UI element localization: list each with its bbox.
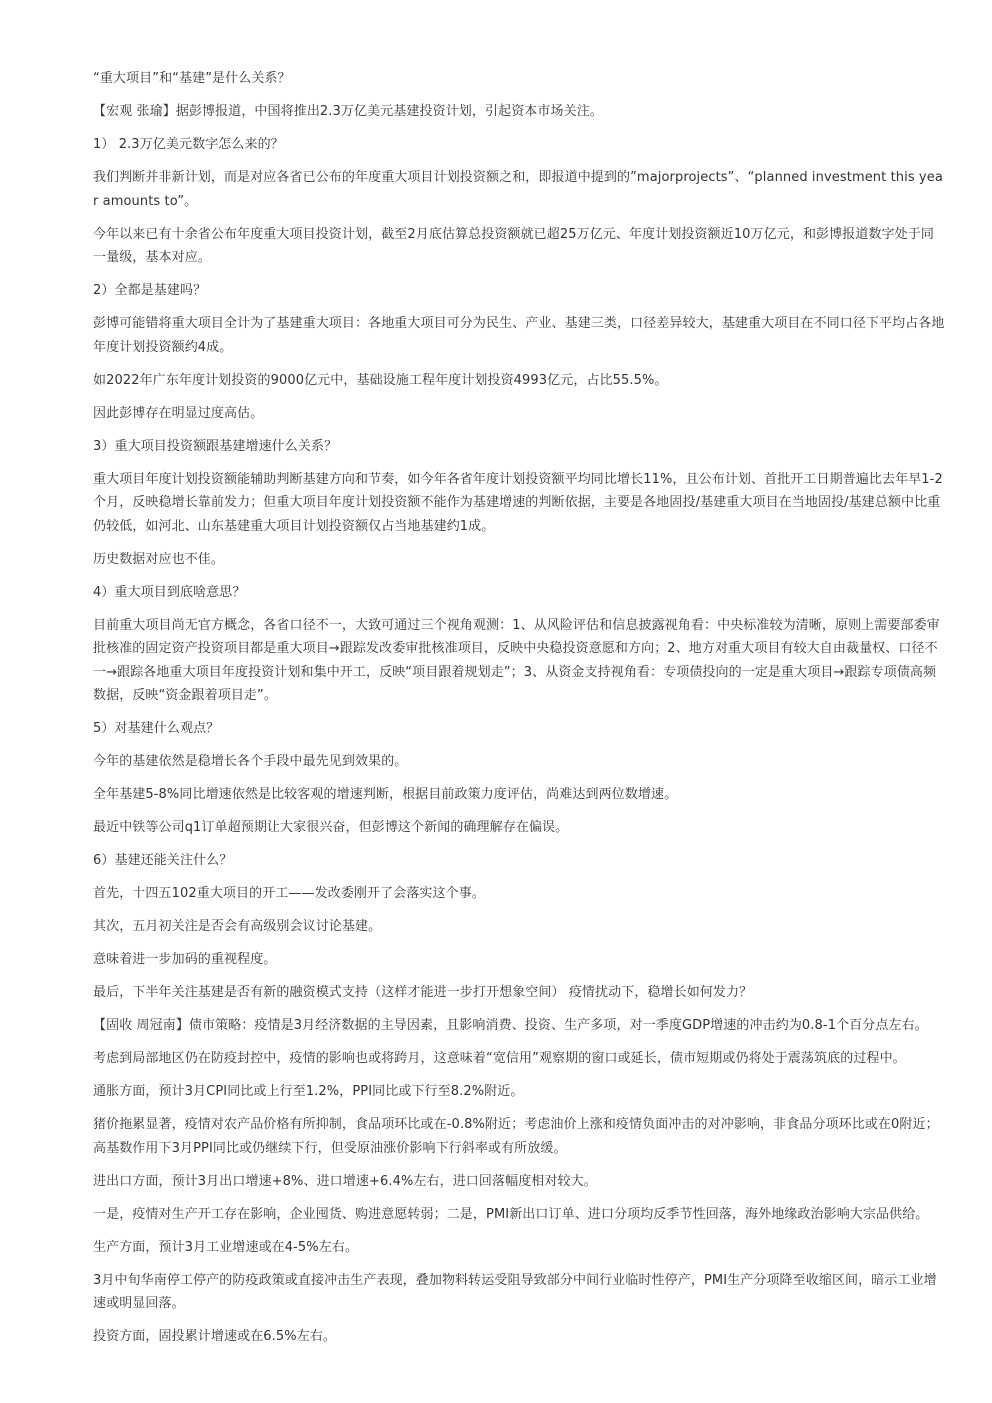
paragraph: 【宏观 张瑜】据彭博报道，中国将推出2.3万亿美元基建投资计划，引起资本市场关注。: [93, 104, 603, 119]
paragraph: 其次，五月初关注是否会有高级别会议讨论基建。: [93, 919, 382, 934]
paragraph: 今年以来已有十余省公布年度重大项目投资计划，截至2月底估算总投资额就已超25万亿元、年度计划投资额近10万亿元，和彭博报道数字处于同一量级，基本对应。: [93, 226, 934, 265]
paragraph: 通胀方面，预计3月CPI同比或上行至1.2%，PPI同比或下行至8.2%附近。: [93, 1084, 524, 1099]
paragraph: 3）重大项目投资额跟基建增速什么关系？: [93, 438, 338, 454]
paragraph: 6）基建还能关注什么？: [93, 853, 233, 868]
paragraph: 重大项目年度计划投资额能辅助判断基建方向和节奏，如今年各省年度计划投资额平均同比增长11%，且公布计划、首批开工日期普遍比去年早1-2个月，反映稳增长靠前发力；但重大项目年度计划投资额不能作为基建增速的判断依据，主要是各地固投/基建重大项目在当地固投/基建总额中比重仍较低，如河北、山东基建重大项目计划投资额仅占当地基建约1成。: [93, 471, 943, 534]
paragraph: 历史数据对应也不佳。: [93, 551, 225, 567]
paragraph: 投资方面，固投累计增速或在6.5%左右。: [93, 1329, 337, 1344]
paragraph: 考虑到局部地区仍在防疫封控中，疫情的影响也或将跨月，这意味着“宽信用”观察期的窗口或延长，债市短期或仍将处于震荡筑底的过程中。: [93, 1051, 906, 1066]
paragraph: “重大项目”和“基建”是什么关系？: [93, 71, 291, 86]
paragraph: 【固收 周冠南】债市策略：疫情是3月经济数据的主导因素，且影响消费、投资、生产多项，对一季度GDP增速的冲击约为0.8-1个百分点左右。: [93, 1018, 928, 1033]
paragraph: 4）重大项目到底啥意思？: [93, 584, 246, 600]
paragraph: 因此彭博存在明显过度高估。: [93, 405, 264, 421]
paragraph: 3月中旬华南停工停产的防疫政策或直接冲击生产表现，叠加物料转运受阻导致部分中间行业临时性停产，PMI生产分项降至收缩区间，暗示工业增速或明显回落。: [93, 1272, 937, 1311]
document-body: [93, 67, 945, 1358]
paragraph: 一是，疫情对生产开工存在影响，企业囤货、购进意愿转弱；二是，PMI新出口订单、进口分项均反季节性回落，海外地缘政治影响大宗品供给。: [93, 1206, 929, 1222]
paragraph: 彭博可能错将重大项目全计为了基建重大项目：各地重大项目可分为民生、产业、基建三类，口径差异较大，基建重大项目在不同口径下平均占各地年度计划投资额约4成。: [93, 316, 945, 355]
paragraph: 最后，下半年关注基建是否有新的融资模式支持（这样才能进一步打开想象空间） 疫情扰动下，稳增长如何发力？: [93, 985, 753, 1000]
paragraph: 2）全都是基建吗？: [93, 283, 207, 298]
paragraph: 生产方面，预计3月工业增速或在4-5%左右。: [93, 1239, 359, 1255]
paragraph: 如2022年广东年度计划投资的9000亿元中，基础设施工程年度计划投资4993亿元，占比55.5%。: [93, 372, 668, 388]
paragraph: 5）对基建什么观点？: [93, 721, 220, 736]
paragraph: 最近中铁等公司q1订单超预期让大家很兴奋，但彭博这个新闻的确理解存在偏误。: [93, 820, 569, 835]
paragraph: 1） 2.3万亿美元数字怎么来的？: [93, 137, 284, 152]
paragraph: 我们判断并非新计划，而是对应各省已公布的年度重大项目计划投资额之和，即报道中提到的”majorprojects”、“planned investment this year amounts to”。: [93, 170, 943, 209]
paragraph: 今年的基建依然是稳增长各个手段中最先见到效果的。: [93, 754, 408, 769]
paragraph: 目前重大项目尚无官方概念，各省口径不一，大致可通过三个视角观测：1、从风险评估和信息披露视角看：中央标准较为清晰，原则上需要部委审批核准的固定资产投资项目都是重大项目→跟踪发改委审批核准项目，反映中央稳投资意愿和方向；2、地方对重大项目有较大自由裁量权、口径不一→跟踪各地重大项目年度投资计划和集中开工，反映“项目跟着规划走”；3、从资金支持视角看：专项债投向的一定是重大项目→跟踪专项债高频数据，反映“资金跟着项目走”。: [93, 617, 940, 703]
paragraph: 全年基建5-8%同比增速依然是比较客观的增速判断，根据目前政策力度评估，尚难达到两位数增速。: [93, 787, 678, 802]
paragraph: 进出口方面，预计3月出口增速+8%、进口增速+6.4%左右，进口回落幅度相对较大。: [93, 1173, 597, 1189]
paragraph: 意味着进一步加码的重视程度。: [93, 952, 277, 967]
paragraph: 首先，十四五102重大项目的开工——发改委刚开了会落实这个事。: [93, 886, 485, 901]
paragraph: 猪价拖累显著，疫情对农产品价格有所抑制，食品项环比或在-0.8%附近；考虑油价上涨和疫情负面冲击的对冲影响，非食品分项环比或在0附近；高基数作用下3月PPI同比或仍继续下行，但受原油涨价影响下行斜率或有所放缓。: [93, 1117, 939, 1156]
